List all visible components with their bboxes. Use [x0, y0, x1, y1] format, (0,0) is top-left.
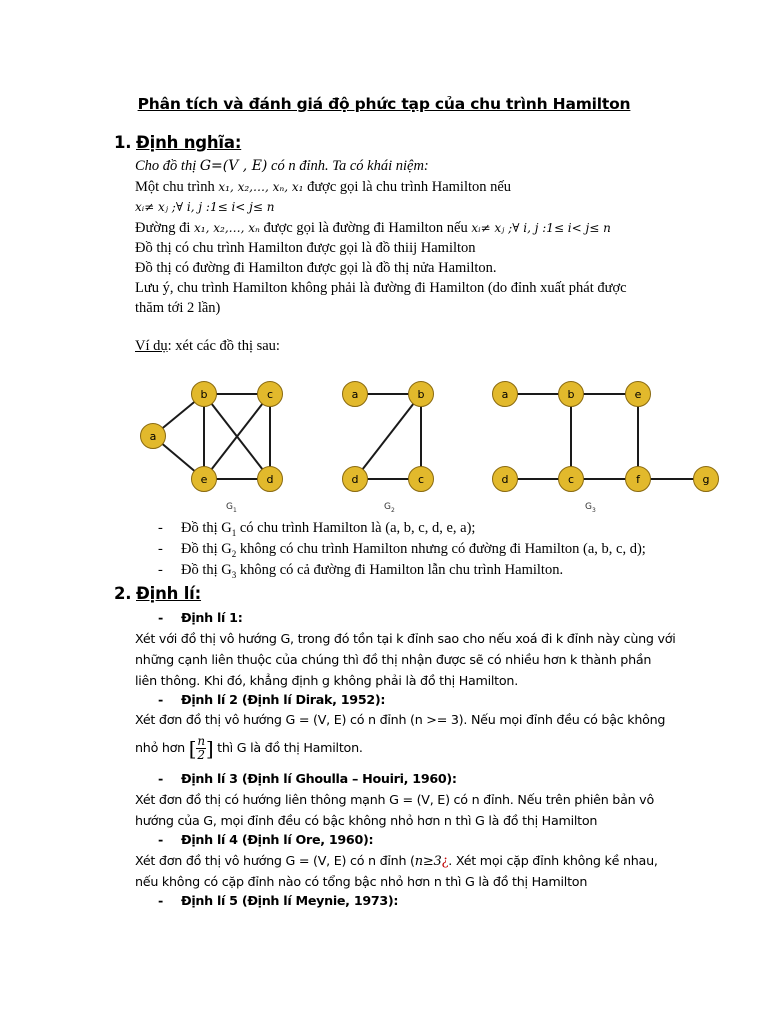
g1-vertex-label-b: b — [200, 388, 208, 401]
theorem-dash: - — [158, 610, 163, 625]
section-1-heading — [114, 133, 241, 152]
bullet-text: không có chu trình Hamilton nhưng có đường đi Hamilton (a, b, c, d); — [236, 541, 646, 557]
theorem-4-label: Định lí 4 (Định lí Ore, 1960): — [181, 832, 374, 847]
theorem-1-line-2: những cạnh liên thuộc của chúng thì đồ thị nhận được sẽ có nhiều hơn k thành phần — [135, 652, 652, 667]
bullet-dash: - — [158, 562, 163, 578]
g2-vertex-label-b: b — [417, 388, 425, 401]
path-definition — [135, 220, 611, 237]
g2-caption: $G_2$ — [384, 502, 395, 514]
theorem-2-text: nhỏ hơn — [135, 740, 189, 755]
g1-vertex-label-c: c — [266, 388, 274, 401]
theorem-4-line-1 — [135, 853, 658, 869]
bullet-subscript: 3 — [231, 569, 237, 580]
section-2-number: 2. — [114, 584, 132, 603]
cycle-condition: xᵢ≠ xⱼ ;∀ i, j :1≤ i< j≤ n — [135, 200, 275, 214]
path-text-2: được gọi là đường đi Hamilton nếu — [259, 220, 472, 236]
g2-vertex-label-a: a — [351, 388, 359, 401]
theorem-dash: - — [158, 893, 163, 908]
g1-caption: $G_1$ — [226, 502, 237, 514]
hamilton-graph-line: Đồ thị có chu trình Hamilton được gọi là đồ thiij Hamilton — [135, 240, 476, 256]
g3-vertex-label-b: b — [567, 388, 575, 401]
theorem-1-title — [158, 610, 242, 625]
theorem-dash: - — [158, 832, 163, 847]
document-title: Phân tích và đánh giá độ phức tạp của chu trình Hamilton — [137, 95, 631, 113]
g3-vertex-label-g: g — [702, 473, 710, 486]
graph-captions — [226, 502, 596, 514]
theorem-4-math: n≥3 — [414, 854, 442, 869]
theorem-1-line-3: liên thông. Khi đó, khẳng định g không phải là đồ thị Hamilton. — [135, 673, 518, 688]
cycle-math-sequence: x₁, x₂,…, xₙ, x₁ — [218, 180, 304, 194]
theorem-dash: - — [158, 771, 163, 786]
g2-vertex-label-d: d — [351, 473, 359, 486]
theorem-3-line-1: Xét đơn đồ thị có hướng liên thông mạnh G = (V, E) có n đỉnh. Nếu trên phiên bản vô — [135, 792, 654, 807]
example-line — [135, 338, 280, 355]
theorem-4-title — [158, 832, 373, 847]
g3-vertex-label-e: e — [634, 388, 642, 401]
theorem-2-label: Định lí 2 (Định lí Dirak, 1952): — [181, 692, 386, 707]
bullet-text: Đồ thị G — [181, 562, 232, 578]
graph-vertices — [141, 382, 719, 492]
g1-vertex-label-d: d — [266, 473, 274, 486]
g2-vertex-label-c: c — [417, 473, 425, 486]
theorem-2-line-1: Xét đơn đồ thị vô hướng G = (V, E) có n đỉnh (n >= 3). Nếu mọi đỉnh đều có bậc không — [135, 712, 666, 727]
g3-vertex-label-f: f — [636, 473, 640, 486]
theorem-2-text: thì G là đồ thị Hamilton. — [213, 740, 363, 755]
bullet-subscript: 1 — [231, 527, 237, 538]
path-math-condition: xᵢ≠ xⱼ ;∀ i, j :1≤ i< j≤ n — [471, 221, 611, 235]
g3-vertex-label-c: c — [567, 473, 575, 486]
fraction-denominator: 2 — [197, 748, 205, 762]
g3-vertex-label-a: a — [501, 388, 509, 401]
theorem-dash: - — [158, 692, 163, 707]
note-line-1: Lưu ý, chu trình Hamilton không phải là đường đi Hamilton (do đỉnh xuất phát được — [135, 280, 627, 296]
graph-edges — [153, 394, 706, 479]
section-2-title: Định lí: — [136, 584, 202, 603]
intro-math-graph: G=(V , E) — [199, 158, 268, 174]
example-graphs-figure — [130, 370, 730, 516]
section-1-number: 1. — [114, 133, 132, 152]
g3-vertex-label-d: d — [501, 473, 509, 486]
intro-text-3: đỉnh. Ta có khái niệm: — [295, 158, 429, 174]
theorem-3-label: Định lí 3 (Định lí Ghoulla – Houiri, 1960): — [181, 771, 457, 786]
n-over-2-fraction — [196, 735, 205, 762]
bullet-text: Đồ thị G — [181, 520, 232, 536]
left-bracket: [ — [188, 736, 197, 761]
path-math-sequence: x₁, x₂,…, xₙ — [194, 221, 260, 235]
theorem-4-text: . Xét mọi cặp đỉnh không kề nhau, — [448, 853, 658, 868]
theorem-2-title — [158, 692, 385, 707]
intro-text-2: có — [267, 158, 289, 174]
example-text: : xét các đồ thị sau: — [167, 338, 280, 354]
fraction-numerator: n — [197, 734, 205, 748]
bullet-dash: - — [158, 520, 163, 536]
g2-edge-b-d — [355, 394, 421, 479]
bullet-text: Đồ thị G — [181, 541, 232, 557]
note-line-2: thăm tới 2 lần) — [135, 300, 221, 316]
cycle-text-1: Một chu trình — [135, 179, 219, 195]
theorem-4-text: Xét đơn đồ thị vô hướng G = (V, E) có n đỉnh ( — [135, 853, 415, 868]
bullet-dash: - — [158, 541, 163, 557]
cycle-text-2: được gọi là chu trình Hamilton nếu — [303, 179, 512, 195]
theorem-1-label: Định lí 1: — [181, 610, 243, 625]
bullet-subscript: 2 — [231, 548, 237, 559]
bullet-text: không có cả đường đi Hamilton lẫn chu trình Hamilton. — [236, 562, 564, 578]
theorem-4-line-2: nếu không có cặp đỉnh nào có tổng bậc nhỏ hơn n thì G là đồ thị Hamilton — [135, 874, 588, 889]
bullet-g1 — [158, 520, 475, 538]
g3-caption: $G_3$ — [585, 502, 596, 514]
theorem-2-line-2 — [135, 735, 363, 762]
theorem-4-stray-glyph: ¿ — [441, 854, 449, 869]
theorem-1-line-1: Xét với đồ thị vô hướng G, trong đó tồn tại k đỉnh sao cho nếu xoá đi k đỉnh này cùng với — [135, 631, 676, 646]
g1-vertex-label-e: e — [200, 473, 208, 486]
bullet-text: có chu trình Hamilton là (a, b, c, d, e, a); — [236, 520, 476, 536]
right-bracket: ] — [205, 736, 214, 761]
g1-vertex-label-a: a — [149, 430, 157, 443]
intro-math-n: n — [288, 158, 296, 174]
cycle-definition — [135, 179, 511, 196]
section-1-title: Định nghĩa: — [136, 133, 242, 152]
theorem-5-title — [158, 893, 398, 908]
bullet-g3 — [158, 562, 563, 580]
definition-intro — [135, 158, 429, 175]
theorem-3-line-2: hướng của G, mọi đỉnh đều có bậc không nhỏ hơn n thì G là đồ thị Hamilton — [135, 813, 598, 828]
theorem-5-label: Định lí 5 (Định lí Meynie, 1973): — [181, 893, 399, 908]
theorem-3-title — [158, 771, 457, 786]
semi-hamilton-line: Đồ thị có đường đi Hamilton được gọi là đồ thị nửa Hamilton. — [135, 260, 497, 276]
bullet-g2 — [158, 541, 646, 559]
path-text-1: Đường đi — [135, 220, 195, 236]
section-2-heading — [114, 584, 201, 603]
example-label: Ví dụ — [135, 338, 168, 354]
intro-text-1: Cho đồ thị — [135, 158, 200, 174]
